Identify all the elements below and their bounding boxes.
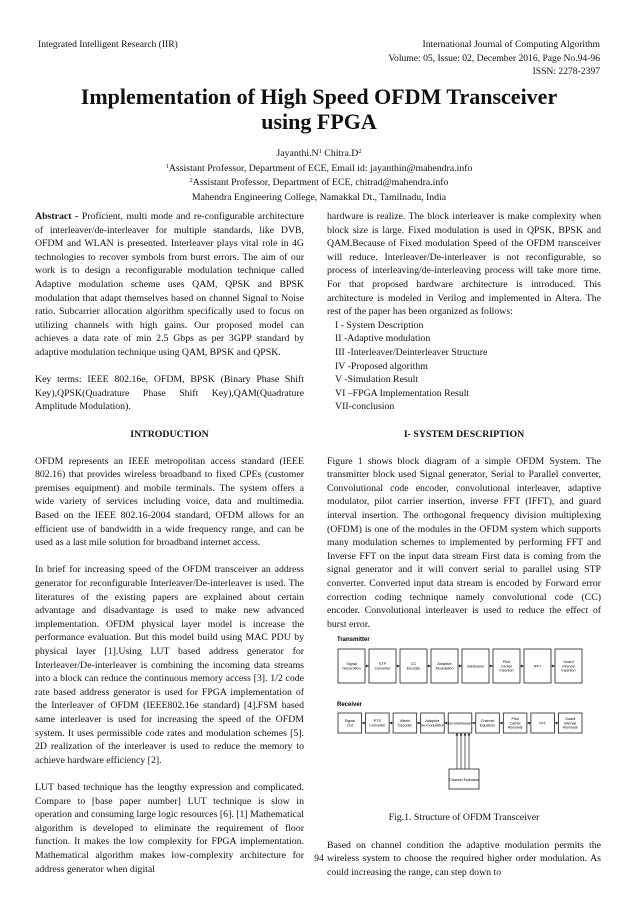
right-paragraph-1: hardware is realize. The block interleaver is make complexity when block size is large. Fixed modulation is used in QPSK, BPSK and QAM.Because of Fixed modulation Speed of the OFDM transceiver will reduce. Interleaver/De-interleaver is not reconfigurable, so process of interleaving/de-interleaving process will take more time. For that proposed hardware architecture is introduced. This architecture is modeled in Verilog and implemented in Altera. The rest of the paper has been organized as follows: <box>327 211 601 318</box>
rx-row-block-label: Viterbi Decoder <box>397 719 412 728</box>
rx-row-block-label: FFT <box>539 721 547 726</box>
outline-item: III -Interleaver/Deinterleaver Structure <box>335 346 488 358</box>
block-diagram-svg <box>335 633 585 803</box>
publisher-text: Integrated Intelligent Research (IIR) <box>38 39 178 50</box>
receiver-label: Receiver <box>337 702 363 709</box>
tx-row-block-label: Interleaver <box>466 664 485 669</box>
affiliation-2 <box>0 176 638 191</box>
affiliation-3: Mahendra Engineering College, Namakkal Dt., Tamilnadu, India <box>191 191 447 203</box>
ofdm-block-diagram <box>335 633 585 803</box>
aff-2-text: Assistant Professor, Department of ECE, chitrad@mahendra.info <box>192 177 449 188</box>
tx-row-block-label: Pilot Carrier Insertion <box>499 660 514 674</box>
rx-row-block-label: Channel Equalizer <box>479 719 496 728</box>
channel-estimator-label: Channel Estimator <box>449 778 479 783</box>
rx-row-block-label: Pilot Carrier Removal <box>507 717 523 731</box>
rx-row-block-label: Adaptive De-modulation <box>420 719 445 728</box>
aff-2-sup: 2 <box>189 177 193 184</box>
outline-item: I - System Description <box>335 319 424 331</box>
tx-row-block-label: Signal Generation <box>342 662 361 671</box>
figure-caption: Fig.1. Structure of OFDM Transceiver <box>388 812 540 824</box>
tx-row-block-label: Adaptive Modulation <box>435 662 454 671</box>
keywords: Key terms: IEEE 802.16e, OFDM, BPSK (Binary Phase Shift Key),QPSK(Quadrature Phase Shift Key),QAM(Quadrature Amplitude Modulation). <box>35 374 304 413</box>
system-description-heading: I- SYSTEM DESCRIPTION <box>403 428 525 440</box>
outline-item: VII-conclusion <box>335 401 395 413</box>
system-description-paragraph: Figure 1 shows block diagram of a simple OFDM System. The transmitter block used Signal generator, Serial to Parallel converter, Convolutional code encoder, convolutional interleaver, adaptive modulator, pilot carrier insertion, inverse FFT (IFFT), and guard interval insertion. The orthogonal frequency division multiplexing (OFDM) is one of the modules in the OFDM system which supports many modulation schemes to implemented by performing FFT and Inverse FFT on the input data stream First data is coming from the signal generator and it will convert serial to parallel using STP converter. Converted input data stream is encoded by Forward error correction coding technique namely convolutional code (CC) encoder. Convolutional interleaver is used to reduce the effect of burst error. <box>327 455 601 630</box>
outline-item: IV -Proposed algorithm <box>335 360 428 372</box>
author-2-sup: 2 <box>358 148 362 155</box>
title-line-1: Implementation of High Speed OFDM Transceiver <box>80 84 558 109</box>
abstract-text: Proficient, multi mode and re-configurable architecture of interleaver/de-interleaver for multiple standards, like DVB, OFDM and WLAN is presented. Interleaver plays vital role in 4G technologies to recover symbols from burst errors. The aim of our work is to design a reconfigurable modulation technique called Adaptive modulation scheme uses QAM, QPSK and BPSK modulation that adapt themselves based on channel Signal to Noise ratio. Subcarrier allocation algorithm specifically used to focus on utilizing channels with high gains. Our proposed model can achieves a data rate of min 2.5 Gbps as per 3GPP standard by adaptive modulation technique using QAM, BPSK and QPSK. <box>35 211 305 358</box>
author-names <box>0 147 638 162</box>
title-line-2: using FPGA <box>261 109 377 134</box>
tx-row-block-label: Guard interval Insertion <box>561 660 576 674</box>
aff-1-text: Assistant Professor, Department of ECE, Email id: jayanthin@mahendra.info <box>168 162 473 174</box>
tx-row-block-label: CC Encoder <box>406 662 421 671</box>
page-number: 94 <box>314 853 324 864</box>
author-block <box>0 147 638 205</box>
paper-title <box>20 84 618 134</box>
left-column <box>35 210 304 876</box>
abstract <box>35 210 304 360</box>
journal-info <box>300 38 600 79</box>
tx-row-block-label: IFFT <box>533 664 542 669</box>
tx-row-block-label: STP Converter <box>374 662 391 671</box>
right-paragraph-2: Based on channel condition the adaptive modulation permits the wireless system to choose the required higher order modulation. As could increasing the range, can step down to <box>327 839 601 878</box>
outline-item: II -Adaptive modulation <box>335 333 431 345</box>
outline-list <box>327 319 601 414</box>
journal-issn: ISSN: 2278-2397 <box>532 66 600 77</box>
outline-item: VI –FPGA Implementation Result <box>335 387 470 399</box>
abstract-label: Abstract - <box>35 211 79 222</box>
author-1: Jayanthi.N <box>276 148 319 159</box>
transmitter-label: Transmitter <box>337 637 370 644</box>
intro-paragraph-1: OFDM represents an IEEE metropolitan access standard (IEEE 802.16) that provides wireless broadband to fixed CPEs (customer premises equipment) and mobile terminals. The system offers a wide variety of services including voice, data and multimedia. Based on the IEEE 802.16-2004 standard, OFDM allows for an efficient use of bandwidth in a wide frequency range, and can be used as a last mile solution for broadband internet access. <box>35 455 304 549</box>
intro-paragraph-2: In brief for increasing speed of the OFDM transceiver an address generator for reconfigurable Interleaver/De-interleaver is used. The literatures of the existing papers are explained about certain advantage and disadvantage is used to make new advanced implementation. OFDM physical layer model is increase the performance evaluation. But this model build using MAC PDU by physical layer [1].Using LUT based address generator for Interleaver/De-interleaver is combining the incoming data streams into a block can reduce the continuous memory access [3]. 1/2 code rate based address generator is used for FPGA implementation of the Interleaver of OFDM (IEEE802.16e standard) [4].FSM based same interleaver is used for increasing the speed of the OFDM system. It uses permissible code rates and modulation schemes [5]. 2D realization of the interleaver is used to reduce the memory to achieve hardware efficiency [2]. <box>35 564 304 766</box>
author-1-sup: 1 <box>318 148 322 155</box>
affiliation-1 <box>0 162 638 177</box>
outline-item: V -Simulation Result <box>335 374 419 386</box>
intro-heading: INTRODUCTION <box>130 428 209 440</box>
rx-row-block-label: Signal Out <box>344 719 355 728</box>
rx-row-block-label: De-interleaver <box>448 721 472 726</box>
intro-paragraph-3: LUT based technique has the lengthy expression and complicated. Compare to [base paper number] LUT technique is slow in operation and consuming large logic resources [6]. [1] Mathematical algorithm is developed to eliminate the requirement of floor function. It makes the low complexity for FPGA implementation. Mathematical algorithm makes low-complexity architecture for address generator when digital <box>35 781 304 875</box>
right-column <box>327 210 601 879</box>
rx-row-block-label: PTS Converter <box>369 719 386 728</box>
author-2: Chitra.D <box>321 148 359 159</box>
journal-volume: Volume: 05, Issue: 02, December 2016, Page No.94-96 <box>388 52 600 64</box>
aff-1-sup: 1 <box>165 162 169 170</box>
journal-name: International Journal of Computing Algorithm <box>422 39 600 50</box>
rx-row-block-label: Guard interval Removal <box>562 717 578 731</box>
journal-publisher <box>38 38 178 52</box>
